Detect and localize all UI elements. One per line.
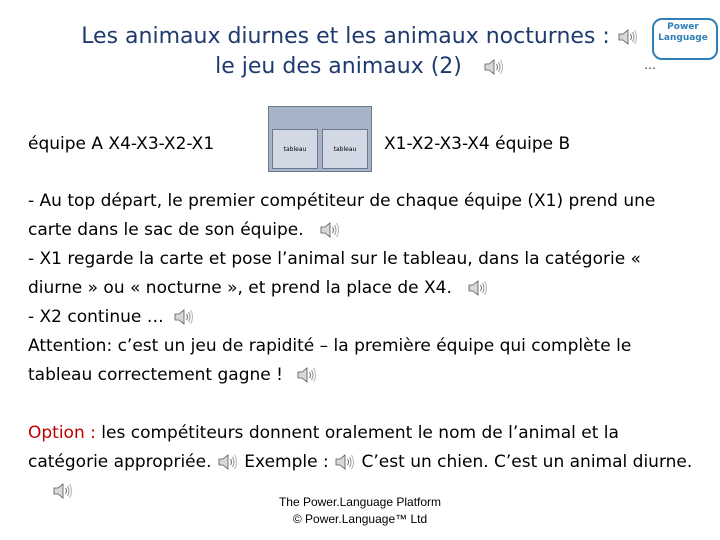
instruction-2 bbox=[28, 245, 696, 303]
footer-line-1: The Power.Language Platform bbox=[278, 495, 442, 509]
instruction-1-text: - Au top départ, le premier compétiteur de chaque équipe (X1) prend une carte dans le sac de son équipe. bbox=[28, 191, 656, 240]
title-line-2 bbox=[0, 52, 720, 82]
footer bbox=[0, 494, 720, 528]
option-text-3: C’est un chien. C’est un animal diurne. bbox=[356, 452, 693, 472]
speaker-icon[interactable] bbox=[467, 278, 489, 298]
team-b-label: X1-X2-X3-X4 équipe B bbox=[384, 134, 571, 154]
option-text-1: les compétiteurs donnent oralement le nom de l’animal et la catégorie appropriée. bbox=[28, 423, 619, 472]
title-line-1-text: Les animaux diurnes et les animaux nocturnes : bbox=[81, 24, 610, 49]
logo-line-1: Power bbox=[667, 22, 699, 32]
logo-dots: … bbox=[644, 58, 656, 72]
instructions bbox=[28, 187, 696, 390]
instruction-3-text: - X2 continue … bbox=[28, 307, 164, 327]
option-text-2: Exemple : bbox=[238, 452, 335, 472]
team-a-label: équipe A X4-X3-X2-X1 bbox=[28, 134, 215, 154]
speaker-icon[interactable] bbox=[319, 220, 341, 240]
board-cell-left: tableau bbox=[272, 129, 318, 169]
speaker-icon[interactable] bbox=[173, 307, 195, 327]
instruction-4 bbox=[28, 332, 696, 390]
logo-text bbox=[652, 22, 714, 44]
speaker-icon[interactable] bbox=[217, 452, 239, 472]
speaker-icon[interactable] bbox=[334, 452, 356, 472]
footer-line-2: © Power.Language™ Ltd bbox=[292, 512, 428, 526]
instruction-3 bbox=[28, 303, 696, 332]
instruction-1 bbox=[28, 187, 696, 245]
board-cell-right: tableau bbox=[322, 129, 368, 169]
instruction-4-text: Attention: c’est un jeu de rapidité – la première équipe qui complète le tableau correctement gagne ! bbox=[28, 336, 632, 385]
game-board bbox=[268, 106, 372, 172]
option-label: Option : bbox=[28, 423, 96, 443]
title-line-2-text: le jeu des animaux (2) bbox=[215, 54, 462, 79]
speaker-icon[interactable] bbox=[483, 57, 505, 77]
instruction-2-text: - X1 regarde la carte et pose l’animal sur le tableau, dans la catégorie « diurne » ou « nocturne », et prend la place de X4. bbox=[28, 249, 641, 298]
logo-line-2: Language bbox=[658, 33, 708, 43]
power-language-logo bbox=[644, 14, 718, 72]
title-line-1 bbox=[0, 22, 720, 52]
option-block bbox=[28, 419, 696, 506]
speaker-icon[interactable] bbox=[617, 27, 639, 47]
speaker-icon[interactable] bbox=[296, 365, 318, 385]
option-paragraph bbox=[28, 419, 696, 506]
